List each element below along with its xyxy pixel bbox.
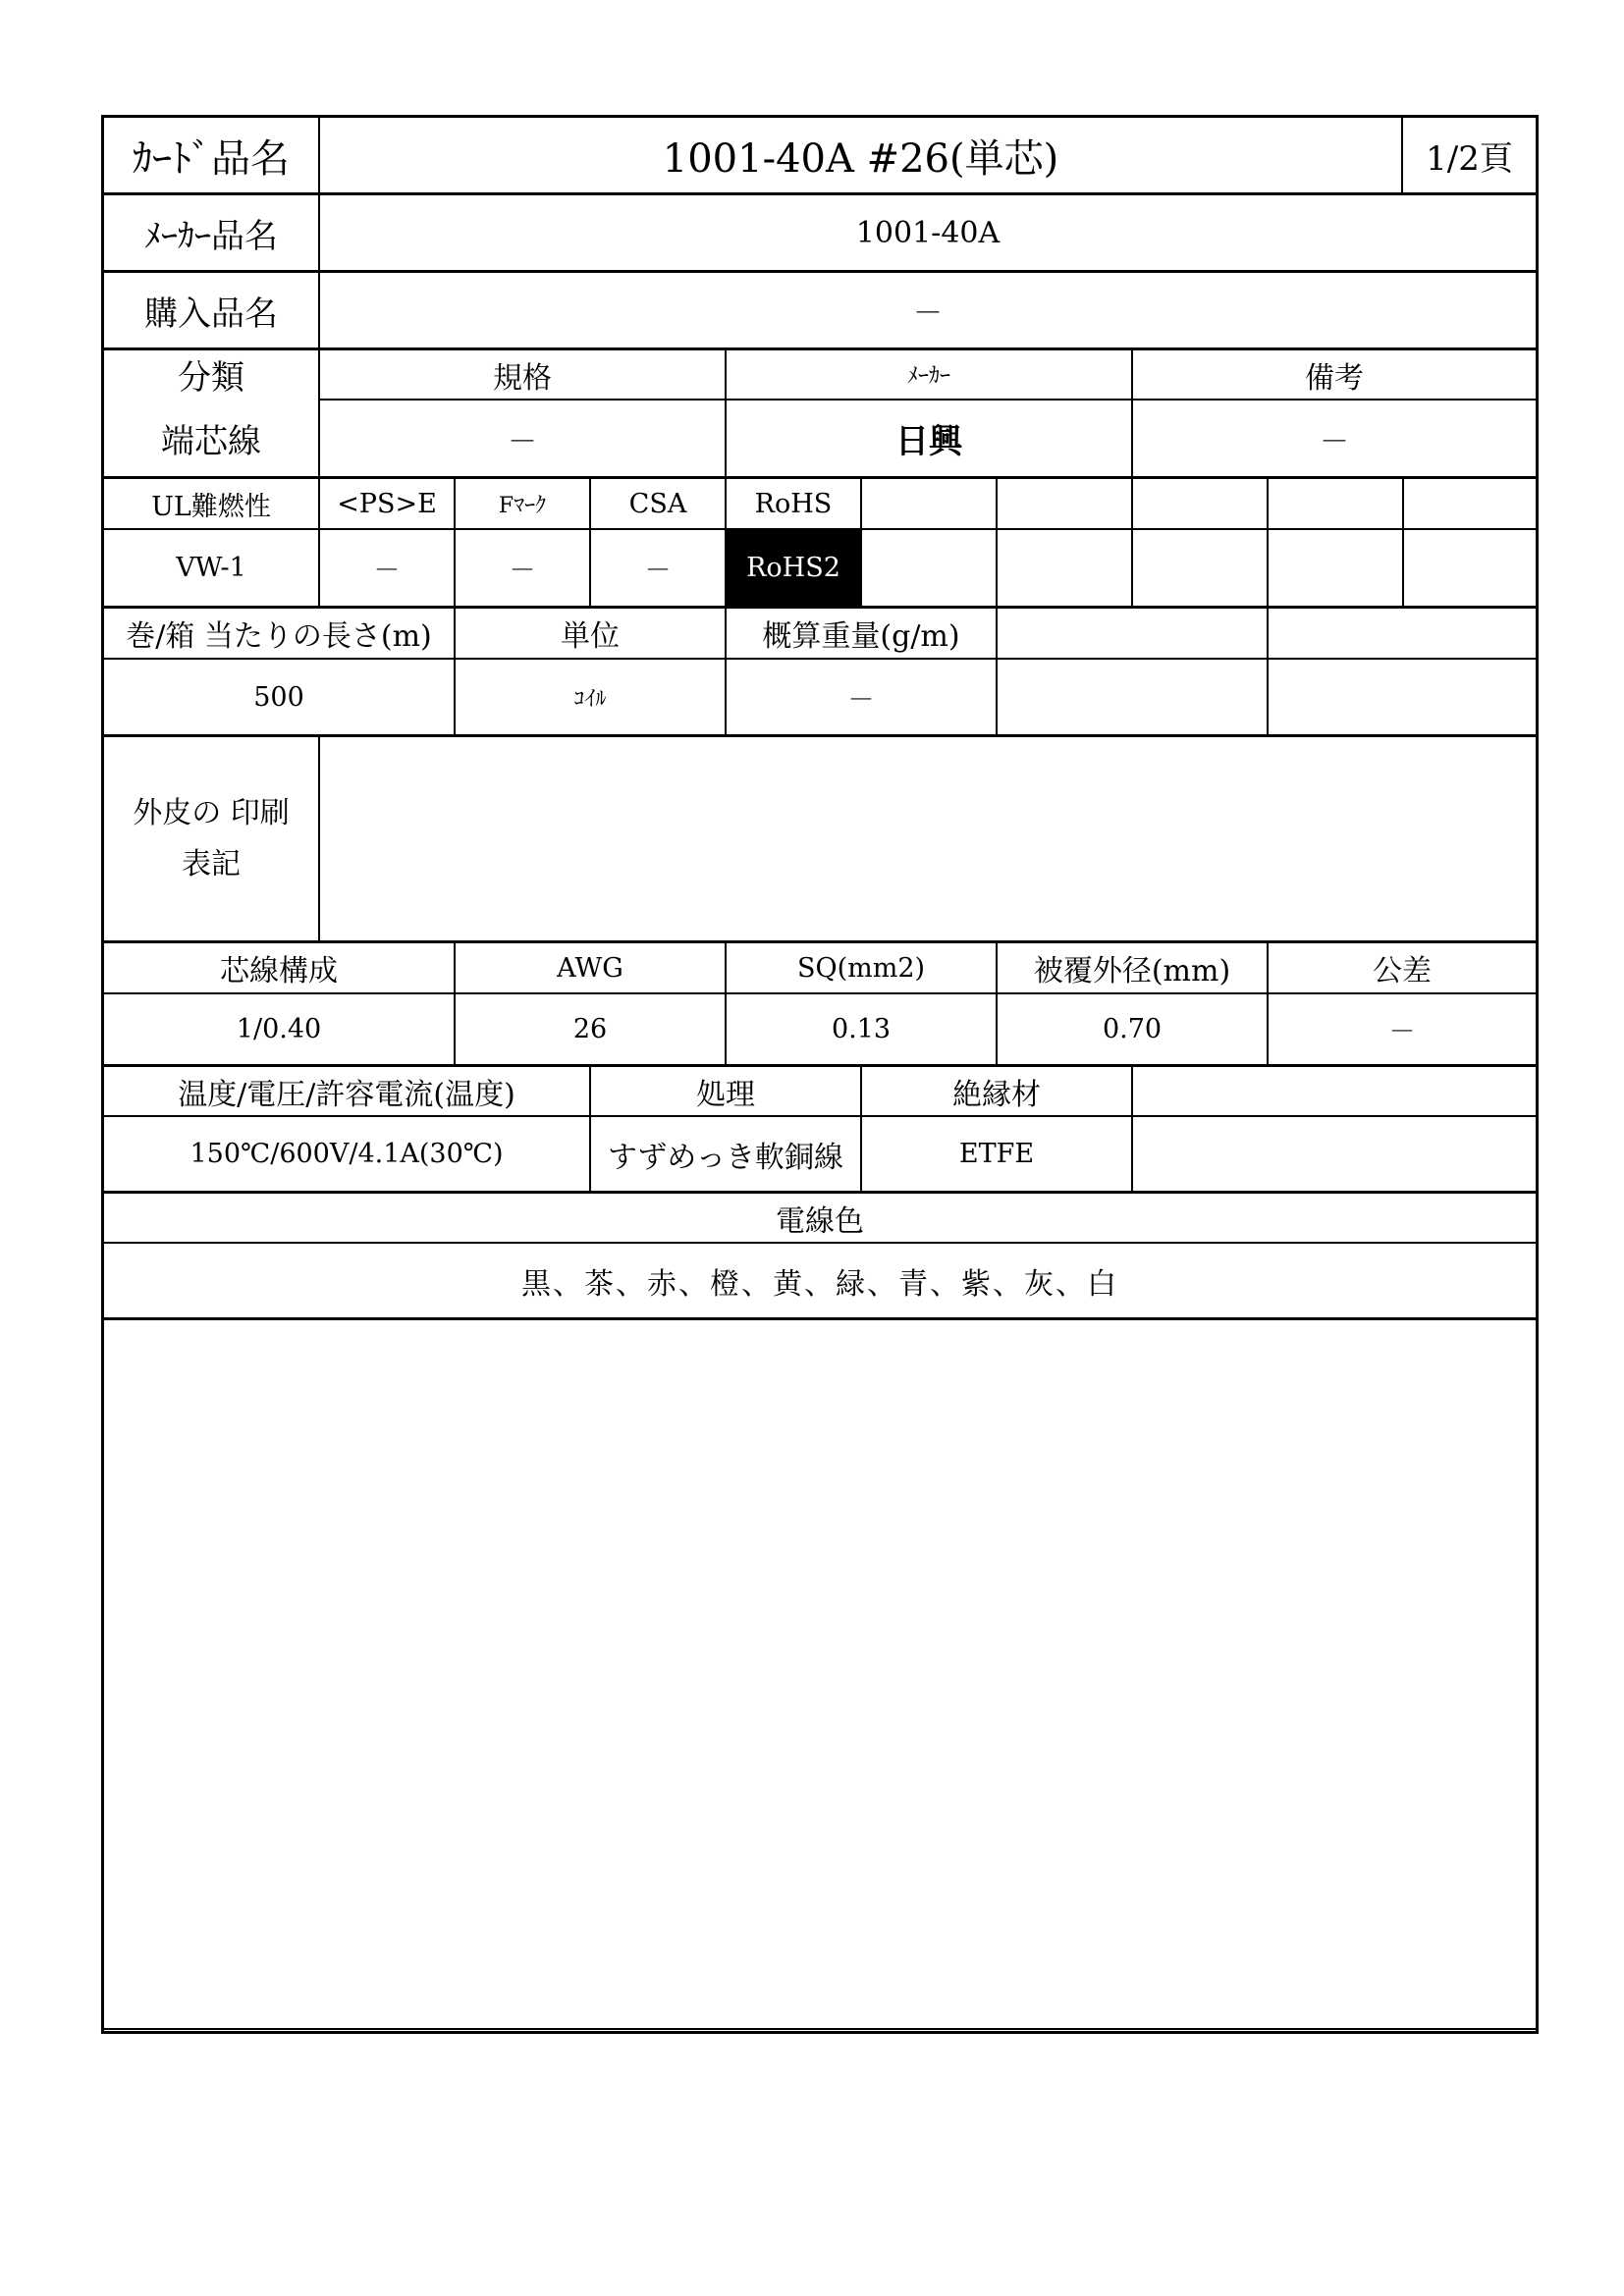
card-name-label: ｶｰﾄﾞ品名	[133, 135, 290, 182]
conductor-construction-value: 1/0.40	[236, 1014, 322, 1044]
awg-value: 26	[572, 1014, 608, 1044]
maker-name-value: 1001-40A	[855, 215, 1001, 250]
standards-header-blank	[1133, 479, 1267, 528]
rating-value: 150℃/600V/4.1A(30℃)	[189, 1139, 504, 1169]
rating-header: 温度/電圧/許容電流(温度)	[178, 1077, 515, 1112]
maker-value: 日興	[895, 422, 962, 461]
standards-header-csa: CSA	[628, 488, 687, 519]
unit-value: ｺｲﾙ	[573, 686, 607, 712]
standards-value-blank	[862, 530, 996, 606]
standards-header-blank	[998, 479, 1131, 528]
outer-diameter-header: 被覆外径(mm)	[1033, 954, 1231, 988]
standards-value-blank	[1404, 530, 1536, 606]
sq-value: 0.13	[831, 1014, 892, 1044]
standards-header-blank	[1269, 479, 1402, 528]
packaging-value-blank	[1269, 660, 1536, 734]
maker-header: ﾒｰｶｰ	[906, 364, 950, 389]
standards-value-pse: －	[373, 556, 401, 586]
insulation-value: ETFE	[958, 1139, 1035, 1169]
standard-header: 規格	[493, 360, 552, 396]
card-name-value: 1001-40A #26(単芯)	[662, 135, 1059, 182]
print-marking-label: 外皮の 印刷表記	[133, 795, 290, 881]
unit-header: 単位	[561, 619, 620, 654]
standards-header-ul: UL難燃性	[151, 491, 271, 522]
standards-header-blank	[1404, 479, 1536, 528]
wire-color-label: 電線色	[776, 1203, 864, 1239]
page-number: 1/2頁	[1426, 138, 1513, 179]
tolerance-header: 公差	[1373, 954, 1432, 988]
classification-label: 分類	[178, 358, 244, 398]
wire-color-value: 黒、茶、赤、橙、黄、緑、青、紫、灰、白	[521, 1266, 1118, 1302]
length-per-reel-header: 巻/箱 当たりの長さ(m)	[126, 619, 432, 654]
purchase-name-value: －	[913, 296, 943, 331]
outer-diameter-value: 0.70	[1102, 1014, 1163, 1044]
standards-value-blank	[1269, 530, 1402, 606]
standards-value-csa: －	[644, 556, 672, 586]
packaging-header-blank	[998, 609, 1267, 658]
bottom-double-rule	[101, 2028, 1539, 2030]
remarks-value: －	[1320, 424, 1349, 459]
print-marking-value	[320, 737, 1536, 940]
standards-value-blank	[1133, 530, 1267, 606]
standards-value-fmark: －	[509, 556, 536, 586]
treatment-value: すずめっき軟銅線	[608, 1140, 843, 1175]
standards-header-blank	[862, 479, 996, 528]
insulation-header: 絶縁材	[952, 1077, 1041, 1112]
tolerance-value: －	[1388, 1017, 1416, 1047]
standards-value-ul: VW-1	[176, 553, 246, 583]
standards-header-rohs: RoHS	[754, 488, 833, 519]
conductor-construction-header: 芯線構成	[220, 954, 338, 988]
maker-name-label: ﾒｰｶｰ品名	[144, 216, 278, 256]
sq-header: SQ(mm2)	[796, 952, 926, 984]
standards-header-fmark: Fﾏｰｸ	[498, 493, 547, 518]
classification-value: 端芯線	[161, 422, 261, 461]
length-per-reel-value: 500	[253, 681, 304, 713]
awg-header: AWG	[557, 952, 623, 984]
notes-area	[104, 1320, 1536, 2025]
ratings-value-blank	[1133, 1117, 1536, 1191]
packaging-value-blank	[998, 660, 1267, 734]
standards-header-pse: <PS>E	[337, 488, 437, 519]
remarks-header: 備考	[1305, 360, 1364, 396]
treatment-header: 処理	[696, 1077, 755, 1112]
ratings-header-blank	[1133, 1067, 1536, 1115]
weight-header: 概算重量(g/m)	[762, 619, 960, 654]
purchase-name-label: 購入品名	[144, 294, 278, 334]
packaging-header-blank	[1269, 609, 1536, 658]
rohs-badge: RoHS2	[727, 530, 860, 606]
standards-value-blank	[998, 530, 1131, 606]
weight-value: －	[847, 684, 875, 716]
standard-value: －	[508, 424, 537, 459]
